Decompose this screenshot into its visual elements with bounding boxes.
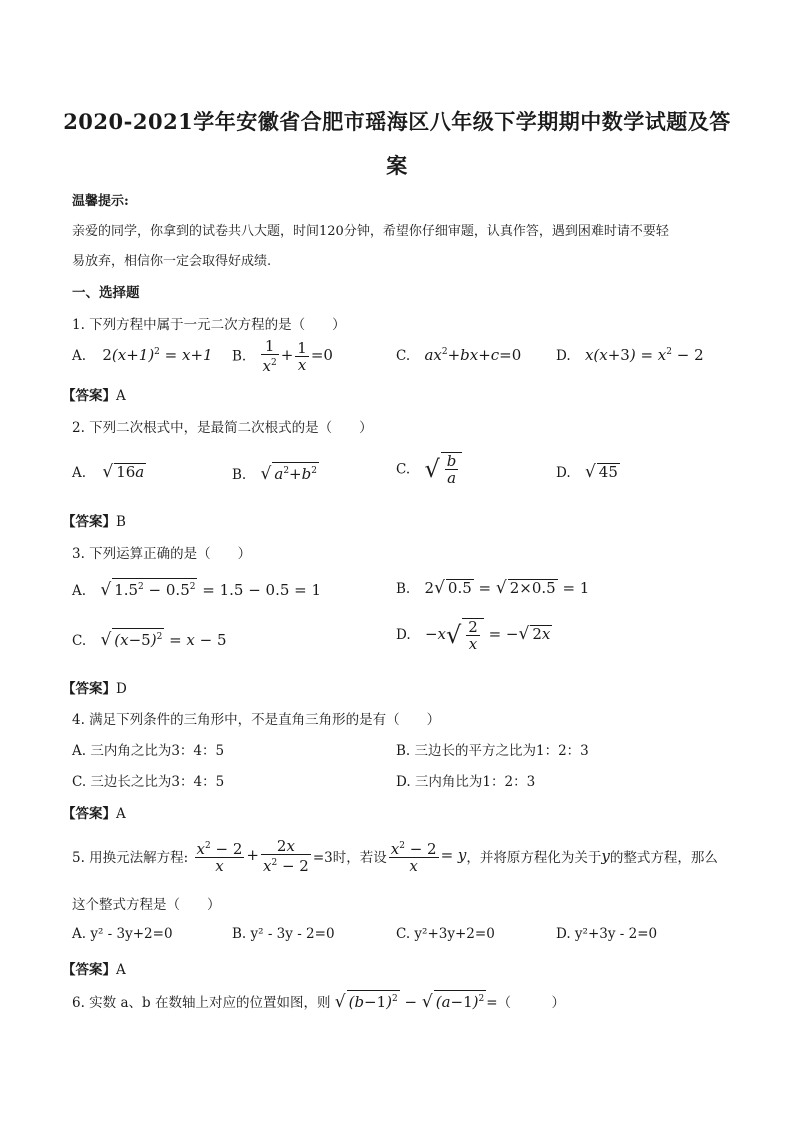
question-4-stem: 4. 满足下列条件的三角形中，不是直角三角形的是有（ ） xyxy=(72,712,441,728)
q4-option-c: C. 三边长之比为3：4：5 xyxy=(72,774,225,790)
section-heading-choice: 一、选择题 xyxy=(72,285,140,301)
question-3-stem: 3. 下列运算正确的是（ ） xyxy=(72,546,252,562)
q5-option-a: A. y² - 3y+2=0 xyxy=(72,926,173,942)
q1-option-b: B. $\frac{1}{x^2}$ + $\frac{1}{x}$ =0 xyxy=(232,337,333,375)
q3-option-c: C. √ $(x-5)^2 = x - 5$ xyxy=(72,630,227,650)
q2-option-c: C. √ $\frac{b}{a}$ xyxy=(396,452,462,486)
question-5-stem-line2: 这个整式方程是（ ） xyxy=(72,897,221,913)
q2-option-d: D. √ 45 xyxy=(556,462,618,482)
q2-option-a: A. √ 16a xyxy=(72,462,145,482)
q2-answer: 【答案】B xyxy=(62,514,126,530)
q1-answer: 【答案】A xyxy=(62,388,126,404)
q1-option-d: D. $x(x+3) = x^2 - 2$ xyxy=(556,346,704,364)
q1-option-a: A. $2(x+1)^2 = x+1$ xyxy=(72,346,213,364)
q3-option-d: D. −x√ $\frac{2}{x}$ = −√ 2x xyxy=(396,618,551,653)
q4-option-a: A. 三内角之比为3：4：5 xyxy=(72,743,225,759)
question-5-stem: 5. 用换元法解方程: $\frac{x^2 - 2}{x}$ + $\frac{2x}{x^2 - 2}$ =3时，若设 $\frac{x^2 - 2}{x}$ = y，并将原方程化为关于y的整式方程，那么 xyxy=(72,837,718,875)
document-title-line1: 2020-2021学年安徽省合肥市瑶海区八年级下学期期中数学试题及答 xyxy=(63,109,731,134)
notice-text-line2: 易放弃，相信你一定会取得好成绩. xyxy=(72,254,272,269)
q5-option-b: B. y² - 3y - 2=0 xyxy=(232,926,335,942)
q5-option-c: C. y²+3y+2=0 xyxy=(396,926,495,942)
q5-option-d: D. y²+3y - 2=0 xyxy=(556,926,658,942)
q3-answer: 【答案】D xyxy=(62,681,127,697)
question-2-stem: 2. 下列二次根式中，是最简二次根式的是（ ） xyxy=(72,420,373,436)
notice-text-line1: 亲爱的同学，你拿到的试卷共八大题，时间120分钟，希望你仔细审题，认真作答，遇到困难时请不要轻 xyxy=(72,224,669,239)
q3-option-b: B. 2√ 0.5 = √ 2×0.5 = 1 xyxy=(396,578,590,598)
q3-option-a: A. √ $1.5^2 - 0.5^2 = 1.5 - 0.5 = 1$ xyxy=(72,580,322,600)
notice-heading: 温馨提示: xyxy=(72,194,129,209)
q4-option-b: B. 三边长的平方之比为1：2：3 xyxy=(396,743,589,759)
q1-option-c: C. $ax^2+bx+c=0$ xyxy=(396,346,522,364)
q4-option-d: D. 三内角比为1：2：3 xyxy=(396,774,536,790)
q5-answer: 【答案】A xyxy=(62,962,126,978)
q4-answer: 【答案】A xyxy=(62,806,126,822)
question-6-stem: 6. 实数 a、b 在数轴上对应的位置如图，则 √ $(b-1)^2$ − √ $(a-1)^2$ =（ ） xyxy=(72,992,566,1012)
document-title-line2: 案 xyxy=(386,153,408,178)
question-1-stem: 1. 下列方程中属于一元二次方程的是（ ） xyxy=(72,317,346,333)
q2-option-b: B. √ $a^2+b^2$ xyxy=(232,464,317,484)
